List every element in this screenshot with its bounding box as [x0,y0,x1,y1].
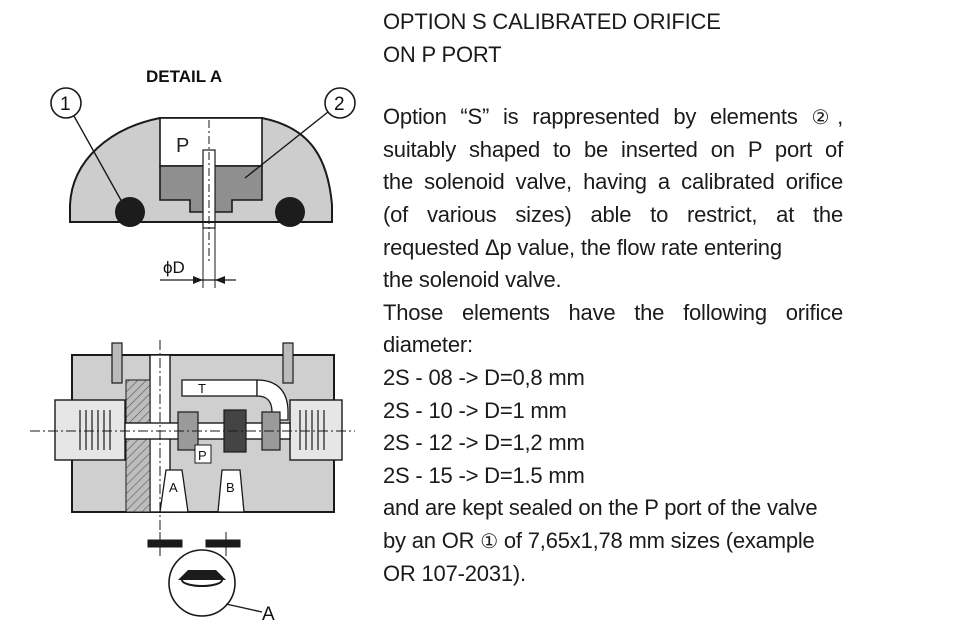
paragraph-2 [383,297,843,362]
dim-arrow-left [193,276,203,284]
circled-2-icon: ② [811,105,838,130]
title-line-2: ON P PORT [383,41,502,67]
dim-arrow-right [215,276,225,284]
detail-a-ref-label: A [262,604,275,625]
circled-1-icon: ① [480,528,498,553]
callout-1-number: 1 [60,94,71,115]
t-channel [182,380,257,396]
size-item: 2S - 10 -> D=1 mm [383,397,567,423]
p3-line-2-end: of 7,65x1,78 mm sizes (example [497,527,815,553]
paragraph-3 [383,492,843,590]
p1-line-1-end: , [837,104,844,130]
p1-line-2: suitably shaped to be inserted on P port of [383,136,843,162]
o-ring-left [115,197,145,227]
port-a-label: A [169,480,178,495]
size-item: 2S - 15 -> D=1.5 mm [383,462,585,488]
description-panel [383,6,843,590]
callout-2-number: 2 [334,94,345,115]
size-item: 2S - 08 -> D=0,8 mm [383,364,585,390]
p1-line-3: the solenoid valve, having a calibrated orifice [383,169,843,195]
port-b-label: B [226,480,235,495]
p-port-label: P [176,135,190,157]
detail-a-circle [169,550,235,616]
detail-a-leader [226,604,262,612]
p1-line-1 [383,101,843,134]
size-list [383,362,843,492]
t-port-label: T [198,381,206,396]
p-channel-hatch [126,380,150,512]
p3-line-2-start: by an OR [383,527,481,553]
valve-section-view [30,340,355,625]
size-item: 2S - 12 -> D=1,2 mm [383,430,585,456]
detail-a-title: DETAIL A [146,67,223,86]
dimension-label: ϕD [163,258,185,277]
screw-right [283,343,293,383]
paragraph-1 [383,101,843,297]
p3-line-2 [383,525,843,558]
screw-left [112,343,122,383]
section-title [383,6,843,71]
p-small-label: P [198,448,207,463]
valve-drawing [0,0,380,625]
p1-line-1-text: Option “S” is rappresented by elements [383,104,812,130]
title-line-1: OPTION S CALIBRATED ORIFICE [383,9,721,34]
p2-line-1: Those elements have the following orifice [383,299,843,325]
p1-line-6: the solenoid valve. [383,267,562,293]
p1-line-4: (of various sizes) able to restrict, at the [383,201,843,227]
p1-line-5: requested Δp value, the flow rate entering [383,234,782,260]
left-operator [55,400,125,460]
p3-line-3: OR 107-2031). [383,560,526,586]
p2-line-2: diameter: [383,332,473,358]
o-ring-right [275,197,305,227]
p3-line-1: and are kept sealed on the P port of the valve [383,495,818,521]
detail-a-view [51,67,355,288]
right-operator [290,400,342,460]
